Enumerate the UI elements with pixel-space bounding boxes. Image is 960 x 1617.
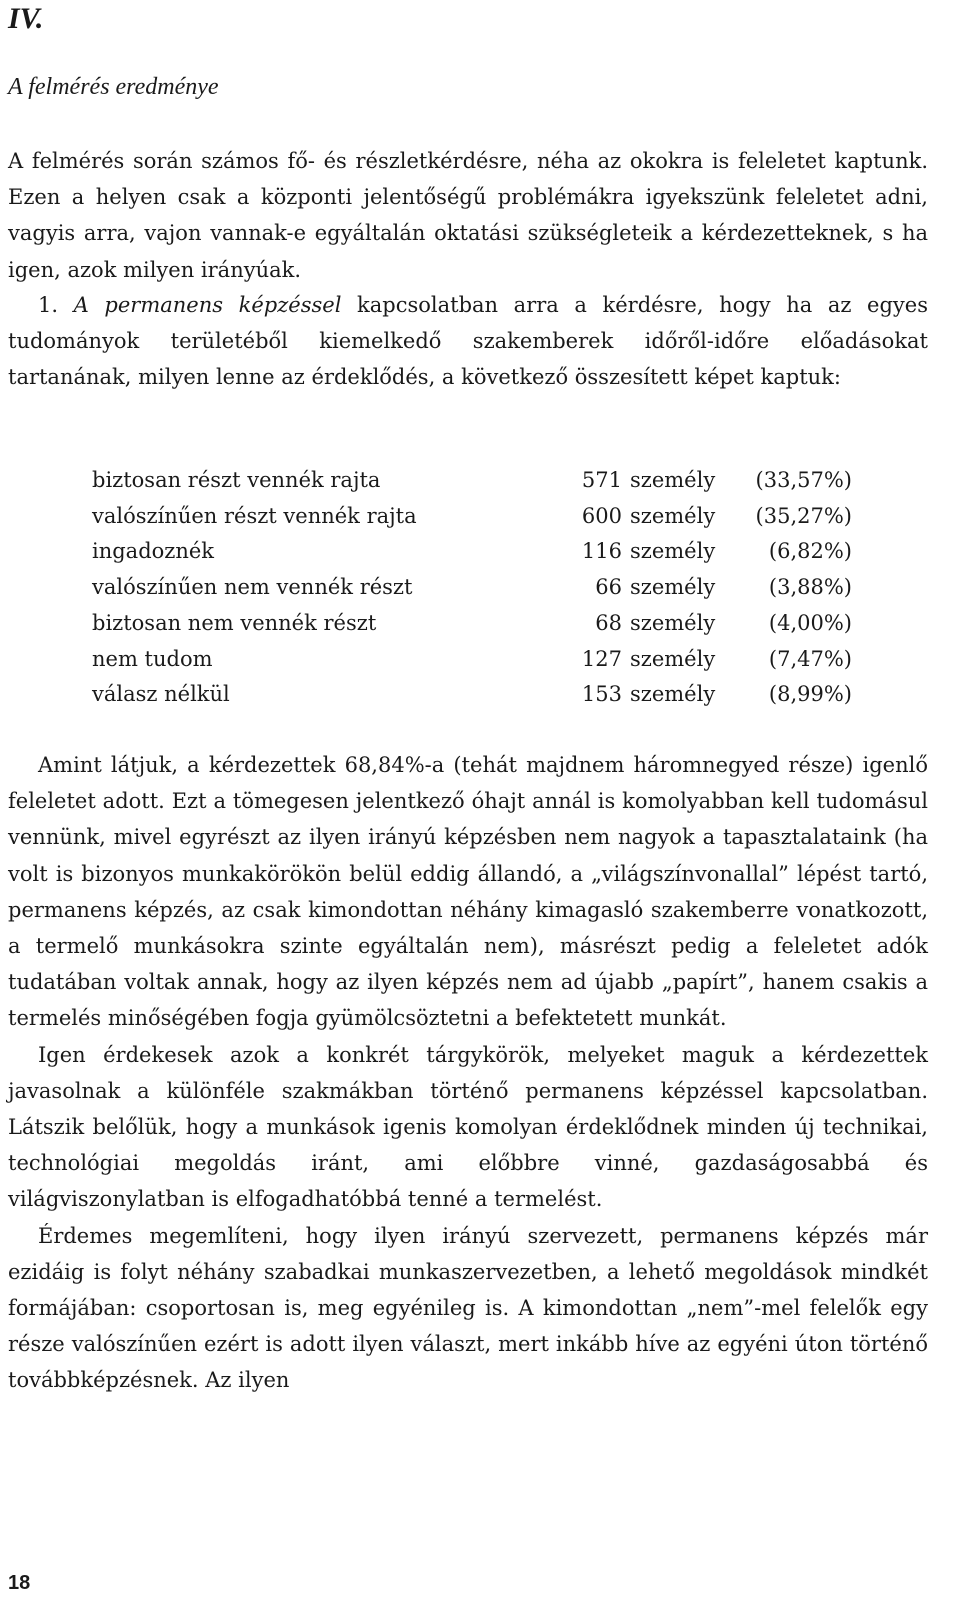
row-percent: (7,47%) xyxy=(768,646,852,671)
row-percent: (33,57%) xyxy=(755,468,852,492)
row-label: válasz nélkül xyxy=(92,682,230,707)
row-percent: (6,82%) xyxy=(768,539,852,564)
row-percent: (4,00%) xyxy=(768,610,852,635)
row-unit: személy xyxy=(630,646,716,671)
item-1-emphasis: A permanens képzéssel xyxy=(73,293,342,317)
table-row xyxy=(92,677,852,713)
item-1-paragraph-block xyxy=(8,287,928,396)
row-unit: személy xyxy=(630,539,716,564)
table-row xyxy=(92,606,852,642)
row-unit: személy xyxy=(630,468,716,492)
page-number: 18 xyxy=(8,1572,31,1594)
table-row xyxy=(92,463,852,499)
section-title: A felmérés eredménye xyxy=(8,74,219,100)
item-1-text: kapcsolatban arra a kérdésre, hogy ha az egyes tudományok területéből kiemelkedő szakemberek időről-időre előadásokat tartanának, milyen lenne az érdeklődés, a következő összesített képet kaptuk: xyxy=(8,293,928,390)
row-count: 571 xyxy=(581,468,622,492)
row-percent: (3,88%) xyxy=(768,575,852,600)
chapter-number: IV. xyxy=(8,2,44,35)
table-row xyxy=(92,499,852,535)
row-unit: személy xyxy=(630,610,716,635)
body-paragraph: Amint látjuk, a kérdezettek 68,84%-a (tehát majdnem háromnegyed része) igenlő feleletet adott. Ezt a tömegesen jelentkező óhajt annál is komolyabban kell tudomásul vennünk, mivel egyrészt az ilyen irányú képzésben nem nagyok a tapasztalataink (ha volt is bizonyos munkakörökön belül eddig állandó, a „világszínvonallal” lépést tartó, permanens képzés, az csak kimondottan néhány kimagasló szakemberre vonatkozott, a termelő munkásokra szinte egyáltalán nem), másrészt pedig a feleletet adók tudatában voltak annak, hogy az ilyen képzés nem ad újabb „papírt”, hanem csakis a termelés minőségében fogja gyümölcsöztetni a befektetett munkát. xyxy=(8,753,928,1031)
row-label: valószínűen részt vennék rajta xyxy=(92,503,417,528)
row-count: 68 xyxy=(595,610,622,635)
body-paragraph: Igen érdekesek azok a konkrét tárgykörök, melyeket maguk a kérdezettek javasolnak a különféle szakmákban történő permanens képzéssel kapcsolatban. Látszik belőlük, hogy a munkások igenis komolyan érdeklődnek minden új technikai, technológiai megoldás iránt, ami előbbre vinné, gazdaságosabbá és világviszonylatban is elfogadhatóbbá tenné a termelést. xyxy=(8,1042,928,1212)
row-label: nem tudom xyxy=(92,646,213,671)
row-percent: (35,27%) xyxy=(755,503,852,528)
table-row xyxy=(92,570,852,606)
row-count: 116 xyxy=(581,539,622,564)
table-row xyxy=(92,534,852,570)
row-label: ingadoznék xyxy=(92,539,215,564)
item-1-number: 1. xyxy=(38,293,59,317)
row-unit: személy xyxy=(630,575,716,600)
row-count: 127 xyxy=(581,646,622,671)
row-count: 66 xyxy=(595,575,622,600)
body-paragraphs xyxy=(8,747,928,1399)
survey-results-table xyxy=(92,463,852,713)
row-label: biztosan nem vennék részt xyxy=(92,610,377,635)
body-paragraph: Érdemes megemlíteni, hogy ilyen irányú szervezett, permanens képzés már ezidáig is folyt néhány szabadkai munkaszervezetben, a lehető megoldások mindkét formájában: csoportosan is, meg egyénileg is. A kimondottan „nem”-mel felelők egy része valószínűen ezért is adott ilyen választ, mert inkább híve az egyéni úton történő továbbképzésnek. Az ilyen xyxy=(8,1223,928,1393)
row-label: valószínűen nem vennék részt xyxy=(92,575,413,600)
intro-paragraph-block xyxy=(8,143,928,288)
table-row xyxy=(92,642,852,678)
row-percent: (8,99%) xyxy=(768,682,852,707)
row-count: 600 xyxy=(581,503,622,528)
intro-paragraph: A felmérés során számos fő- és részletkérdésre, néha az okokra is feleletet kaptunk. Ezen a helyen csak a központi jelentőségű problémákra igyekszünk feleletet adni, vagyis arra, vajon vannak-e egyáltalán oktatási szükségleteik a kérdezetteknek, s ha igen, azok milyen irányúak. xyxy=(8,149,928,282)
row-count: 153 xyxy=(581,682,622,707)
row-label: biztosan részt vennék rajta xyxy=(92,468,381,492)
item-1-paragraph xyxy=(8,287,928,396)
row-unit: személy xyxy=(630,503,716,528)
row-unit: személy xyxy=(630,682,716,707)
